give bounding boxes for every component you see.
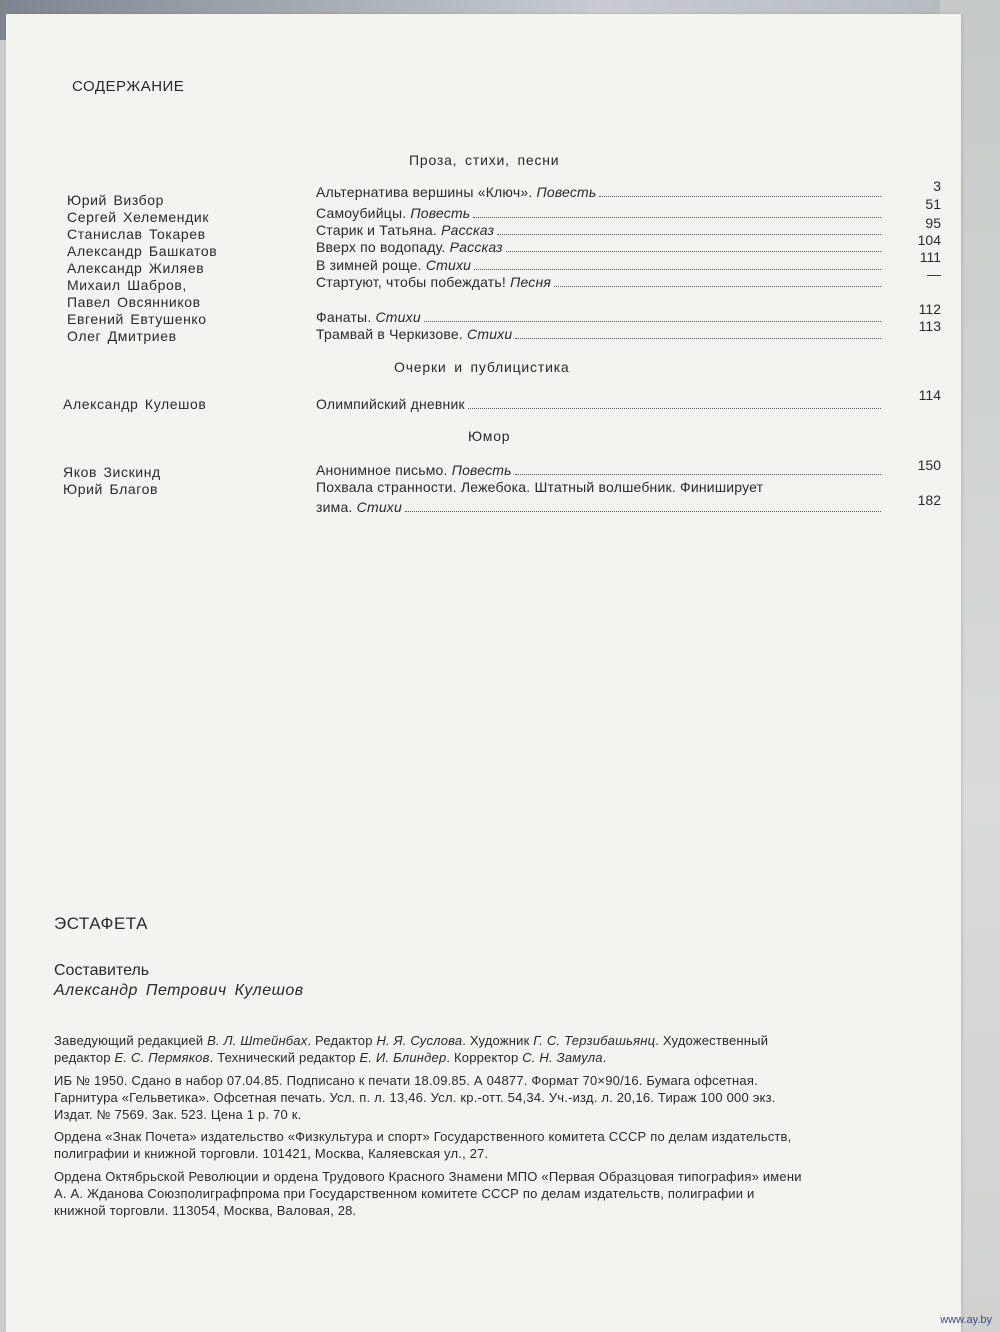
toc-page-number: 51 xyxy=(925,196,941,212)
toc-page-number: 114 xyxy=(918,387,941,403)
watermark: www.ay.by xyxy=(940,1314,992,1326)
toc-work: Трамвай в Черкизове. Стихи xyxy=(316,326,881,342)
toc-work: Вверх по водопаду. Рассказ xyxy=(316,239,881,255)
toc-work: Альтернатива вершины «Ключ». Повесть xyxy=(316,184,881,200)
toc-author: Олег Дмитриев xyxy=(67,328,177,344)
toc-work: Фанаты. Стихи xyxy=(316,309,881,325)
toc-page-number: 111 xyxy=(919,249,941,265)
toc-title: СОДЕРЖАНИЕ xyxy=(72,78,185,95)
toc-author: Станислав Токарев xyxy=(67,226,206,242)
compiler-name: Александр Петрович Кулешов xyxy=(54,982,304,999)
toc-author: Александр Жиляев xyxy=(67,260,205,276)
imprint-staff: Заведующий редакцией В. Л. Штейнбах. Редактор Н. Я. Суслова. Художник Г. С. Терзибашьянц. Художественный редактор Е. С. Пермяков. Технический редактор Е. И. Блиндер. Корректор С. Н. Замула. xyxy=(54,1033,769,1065)
toc-work: Старик и Татьяна. Рассказ xyxy=(316,222,881,238)
section-heading-humor: Юмор xyxy=(468,428,511,444)
toc-page-number: 3 xyxy=(933,178,941,194)
toc-author: Сергей Хелемендик xyxy=(67,209,210,225)
imprint-title: ЭСТАФЕТА xyxy=(54,914,148,933)
imprint-publisher: Ордена «Знак Почета» издательство «Физкультура и спорт» Государственного комитета СССР по делам издательств, полиграфии и книжной торговли. 101421, Москва, Каляевская ул., 27. xyxy=(54,1129,792,1161)
toc-page-number: 104 xyxy=(917,232,941,248)
toc-work: В зимней роще. Стихи xyxy=(316,257,881,273)
toc-author: Юрий Благов xyxy=(63,481,159,497)
toc-author: Михаил Шабров, xyxy=(67,277,187,293)
toc-work: Стартуют, чтобы побеждать! Песня xyxy=(316,274,881,290)
toc-page-number: 182 xyxy=(917,492,941,508)
section-heading-essays: Очерки и публицистика xyxy=(394,359,570,375)
imprint-production: ИБ № 1950. Сдано в набор 07.04.85. Подписано к печати 18.09.85. А 04877. Формат 70×90/16. Бумага офсетная. Гарнитура «Гельветика». Офсетная печать. Усл. п. л. 13,46. Усл. кр.-отт. 54,34. Уч.-изд. л. 20,16. Тираж 100 000 экз. Издат. № 7569. Зак. 523. Цена 1 р. 70 к. xyxy=(54,1073,776,1122)
toc-work: зима. Стихи xyxy=(316,499,881,515)
section-heading-prose: Проза, стихи, песни xyxy=(409,152,560,168)
toc-author: Юрий Визбор xyxy=(67,192,165,208)
toc-page-number: 112 xyxy=(918,301,941,317)
toc-page-number: 95 xyxy=(925,215,941,231)
toc-work: Анонимное письмо. Повесть xyxy=(316,462,881,478)
toc-author-line2: Павел Овсянников xyxy=(67,294,201,310)
toc-work: Олимпийский дневник xyxy=(316,396,881,412)
book-page xyxy=(6,14,961,1332)
toc-page-number: 150 xyxy=(917,457,941,473)
toc-author: Александр Кулешов xyxy=(63,396,207,412)
toc-author: Александр Башкатов xyxy=(67,243,218,259)
compiler-label: Составитель xyxy=(54,962,150,979)
toc-page-number: — xyxy=(927,266,941,282)
imprint-printer: Ордена Октябрьской Революции и ордена Трудового Красного Знамени МПО «Первая Образцовая типография» имени А. А. Жданова Союзполиграфпрома при Государственном комитете СССР по делам издательств, полиграфии и книжной торговли. 113054, Москва, Валовая, 28. xyxy=(54,1169,802,1218)
toc-page-number: 113 xyxy=(918,318,941,334)
toc-author: Яков Зискинд xyxy=(63,464,161,480)
toc-work: Самоубийцы. Повесть xyxy=(316,205,881,221)
toc-work-line1: Похвала странности. Лежебока. Штатный волшебник. Финиширует xyxy=(316,479,764,495)
toc-author: Евгений Евтушенко xyxy=(67,311,207,327)
